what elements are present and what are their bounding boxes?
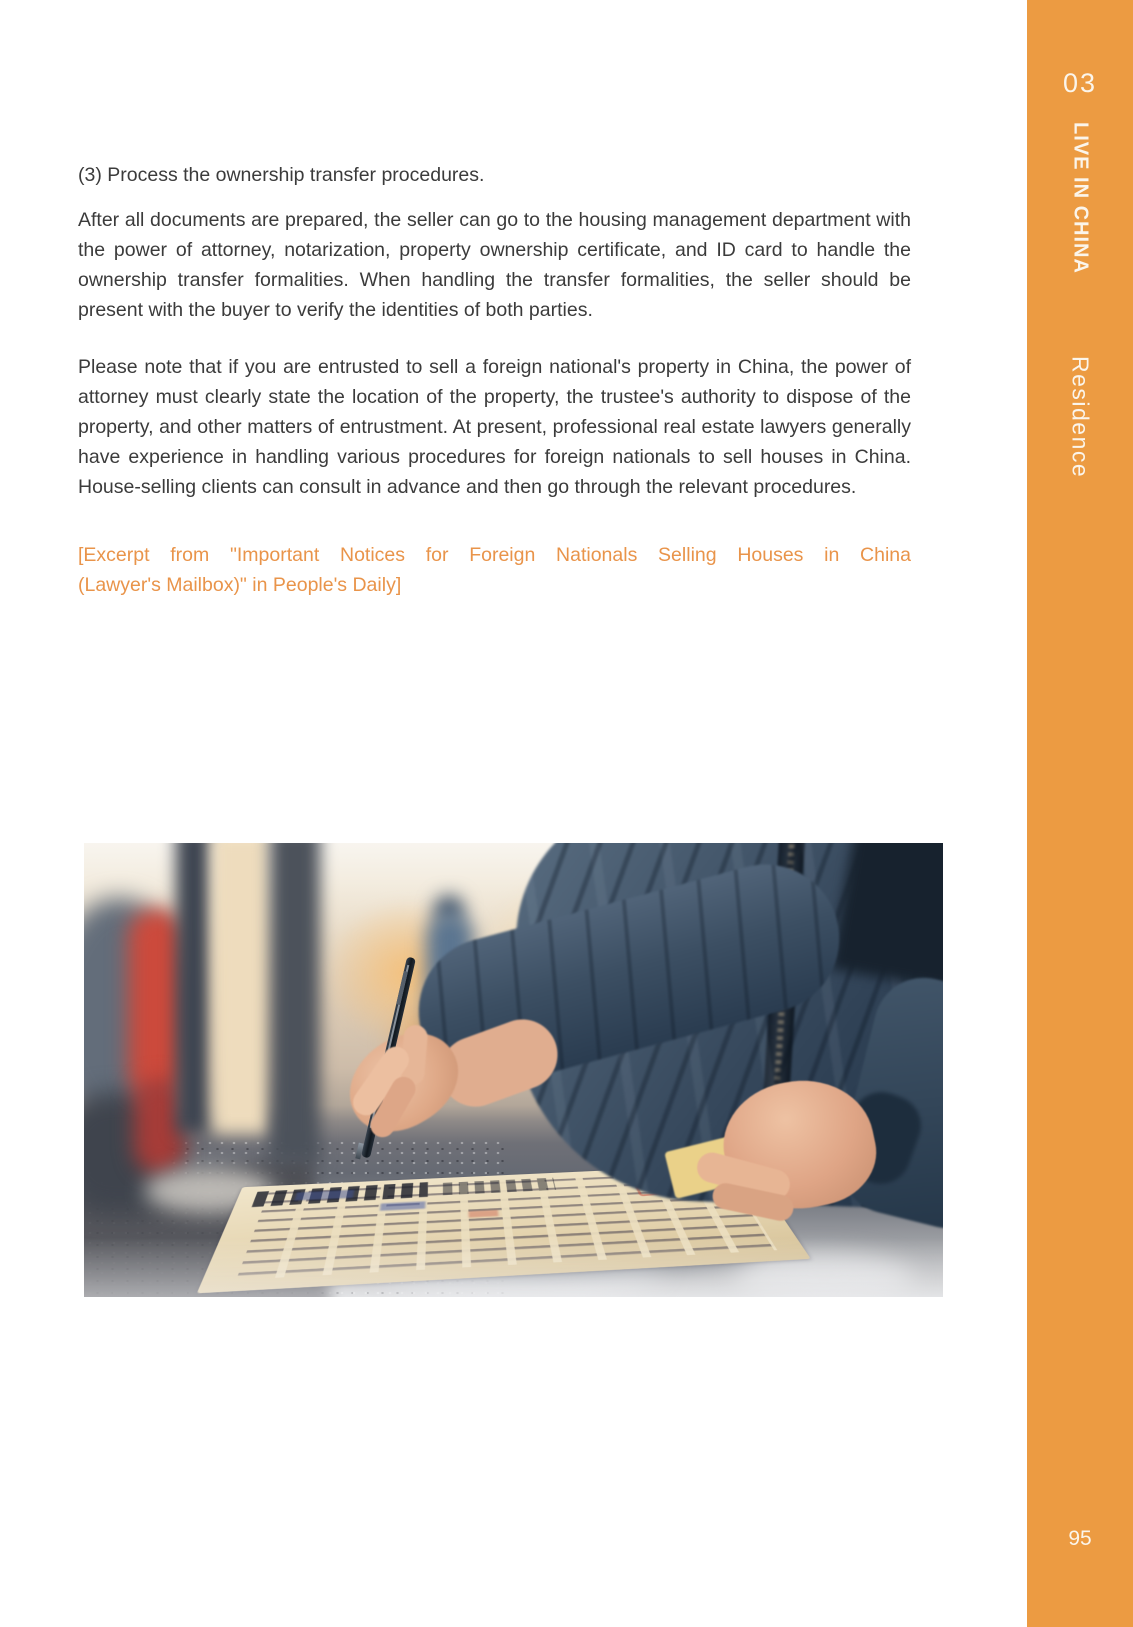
photo-signing-document [84,843,943,1297]
citation-line: [Excerpt from "Important Notices for Foreign Nationals Selling Houses in China [78,544,911,566]
photo-bottom-haze [84,1237,943,1297]
chapter-number: 03 [1062,68,1098,98]
photo-doorway-light [212,843,270,1133]
page-number: 95 [1068,1527,1092,1550]
chapter-sidebar [1027,0,1133,1627]
photo-door-frame [176,843,212,1133]
citation-line: (Lawyer's Mailbox)" in People's Daily] [78,574,402,596]
body-paragraph: Please note that if you are entrusted to sell a foreign national's property in China, the power of attorney must clearly state the location of the property, the trustee's authority to dispose of the property, and other matters of entrustment. At present, professional real estate lawyers generally have experience in handling various procedures for foreign nationals to sell houses in China. House-selling clients can consult in advance and then go through the relevant procedures. [78,356,911,498]
section-title: Residence [1067,356,1094,479]
source-citation [78,540,911,600]
section-heading: (3) Process the ownership transfer procedures. [78,164,485,186]
chapter-title: LIVE IN CHINA [1069,122,1092,274]
body-paragraph: After all documents are prepared, the seller can go to the housing management department with the power of attorney, notarization, property ownership certificate, and ID card to handle the ownership transfer formalities. When handling the transfer formalities, the seller should be present with the buyer to verify the identities of both parties. [78,209,911,321]
main-text-column [78,160,911,600]
photo-door-frame [270,843,320,1163]
